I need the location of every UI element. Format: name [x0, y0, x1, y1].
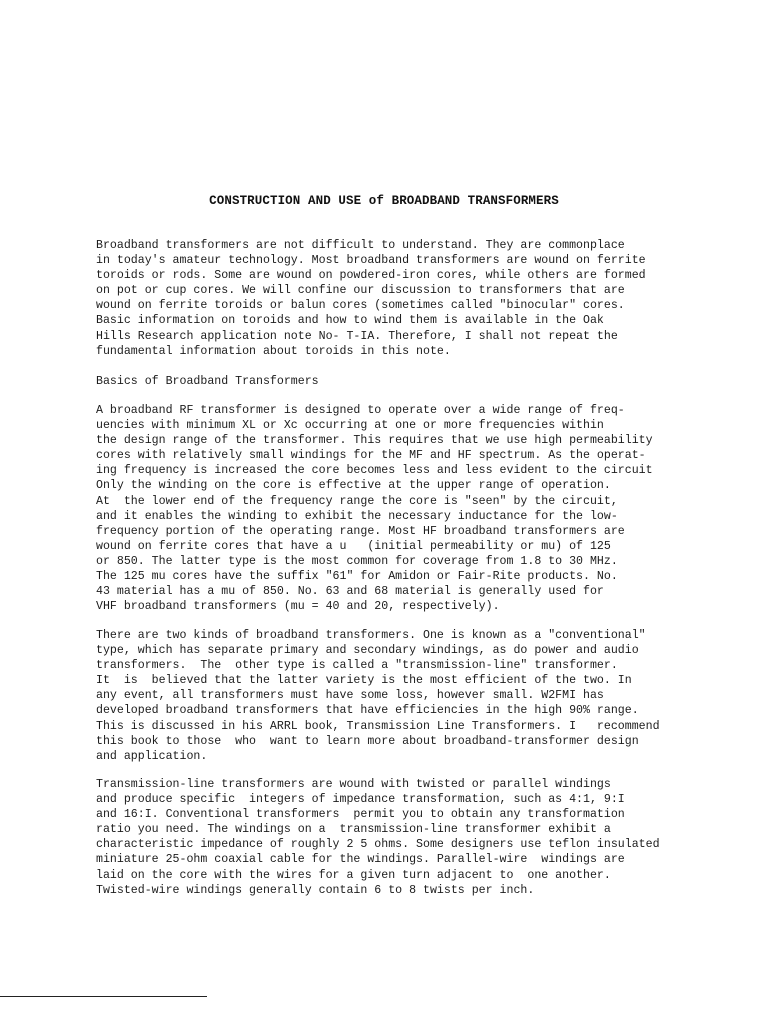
text-line: this book to those who want to learn more about broadband-transformer design [96, 734, 639, 748]
text-line: and produce specific integers of impedance transformation, such as 4:1, 9:I [96, 793, 625, 807]
text-line: fundamental information about toroids in this note. [96, 344, 451, 358]
text-line: laid on the core with the wires for a given turn adjacent to one another. [96, 868, 611, 882]
text-line: The 125 mu cores have the suffix "61" for Amidon or Fair-Rite products. No. [96, 570, 618, 584]
text-line: At the lower end of the frequency range the core is "seen" by the circuit, [96, 494, 618, 508]
text-line: This is discussed in his ARRL book, Transmission Line Transformers. I recommend [96, 719, 660, 733]
text-line: frequency portion of the operating range. Most HF broadband transformers are [96, 524, 625, 538]
text-line: developed broadband transformers that have efficiencies in the high 90% range. [96, 704, 639, 718]
text-line: Transmission-line transformers are wound with twisted or parallel windings [96, 778, 611, 791]
text-line: miniature 25-ohm coaxial cable for the windings. Parallel-wire windings are [96, 853, 625, 867]
text-line: characteristic impedance of roughly 2 5 ohms. Some designers use teflon insulated [96, 838, 660, 852]
text-line: transformers. The other type is called a "transmission-line" transformer. [96, 659, 618, 673]
text-line: and application. [96, 749, 208, 763]
text-line: Broadband transformers are not difficult to understand. They are commonplace [96, 239, 625, 252]
footnote-divider [0, 996, 207, 997]
document-title: CONSTRUCTION AND USE of BROADBAND TRANSFORMERS [209, 194, 559, 208]
text-line: wound on ferrite toroids or balun cores (sometimes called "binocular" cores. [96, 299, 625, 313]
text-line: It is believed that the latter variety is the most efficient of the two. In [96, 674, 632, 688]
text-line: type, which has separate primary and secondary windings, as do power and audio [96, 644, 639, 658]
text-line: any event, all transformers must have some loss, however small. W2FMI has [96, 689, 604, 703]
text-line: and 16:I. Conventional transformers permit you to obtain any transformation [96, 808, 625, 822]
text-line: and it enables the winding to exhibit the necessary inductance for the low- [96, 509, 618, 523]
paragraph-basics [96, 403, 696, 614]
text-line: on pot or cup cores. We will confine our discussion to transformers that are [96, 284, 625, 298]
section-heading: Basics of Broadband Transformers [96, 375, 319, 388]
text-line: toroids or rods. Some are wound on powdered-iron cores, while others are formed [96, 269, 646, 283]
text-line: Only the winding on the core is effective at the upper range of operation. [96, 479, 611, 493]
text-line: 43 material has a mu of 850. No. 63 and 68 material is generally used for [96, 585, 604, 599]
paragraph-transmission-line [96, 777, 696, 898]
text-line: the design range of the transformer. This requires that we use high permeability [96, 434, 653, 448]
text-line: ratio you need. The windings on a transmission-line transformer exhibit a [96, 823, 611, 837]
text-line: wound on ferrite cores that have a u (initial permeability or mu) of 125 [96, 539, 611, 553]
text-line: A broadband RF transformer is designed to operate over a wide range of freq- [96, 404, 625, 417]
text-line: cores with relatively small windings for the MF and HF spectrum. As the operat- [96, 449, 646, 463]
text-line: Hills Research application note No- T-IA. Therefore, I shall not repeat the [96, 329, 618, 343]
text-line: or 850. The latter type is the most common for coverage from 1.8 to 30 MHz. [96, 554, 618, 568]
paragraph-kinds [96, 628, 696, 764]
text-line: Twisted-wire windings generally contain 6 to 8 twists per inch. [96, 883, 535, 897]
text-line: uencies with minimum XL or Xc occurring at one or more frequencies within [96, 419, 604, 433]
text-line: ing frequency is increased the core becomes less and less evident to the circuit [96, 464, 653, 478]
text-line: Basic information on toroids and how to wind them is available in the Oak [96, 314, 604, 328]
text-line: VHF broadband transformers (mu = 40 and 20, respectively). [96, 600, 500, 614]
paragraph-intro [96, 238, 696, 359]
text-line: There are two kinds of broadband transformers. One is known as a "conventional" [96, 629, 646, 642]
text-line: in today's amateur technology. Most broadband transformers are wound on ferrite [96, 254, 646, 268]
